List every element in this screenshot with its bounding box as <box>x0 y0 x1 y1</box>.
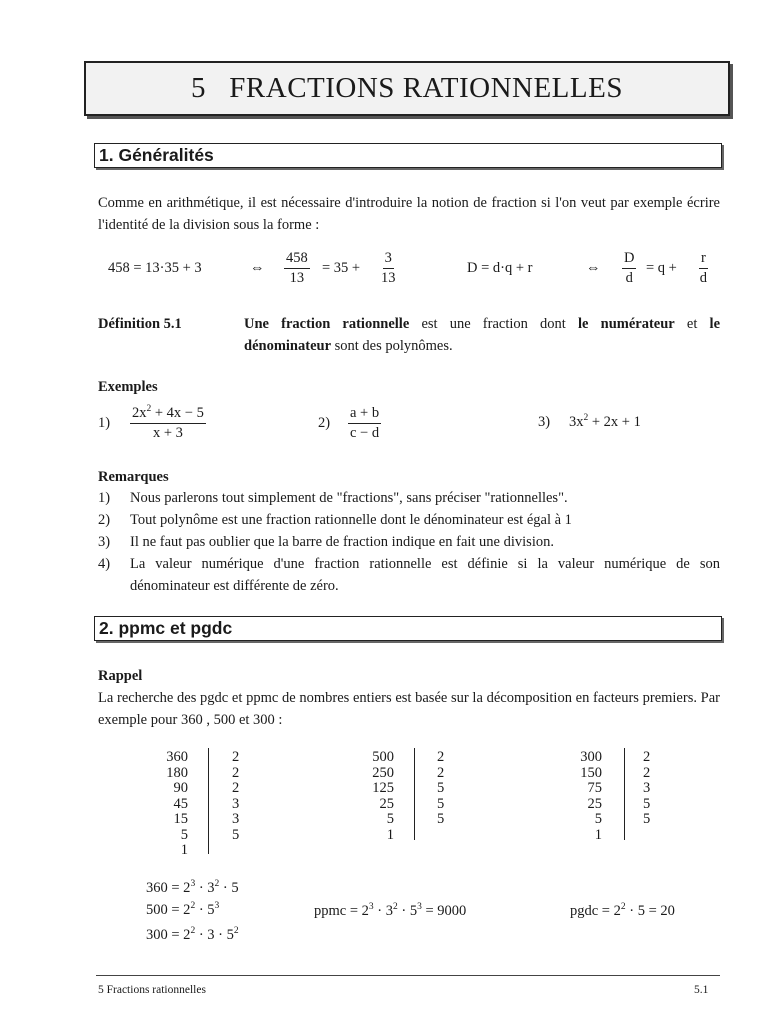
decomp-cell: 90 <box>173 780 188 796</box>
decomp-300-divider <box>624 748 625 840</box>
decomp-cell: 5 <box>180 826 188 843</box>
decomp-500-divider <box>414 748 415 840</box>
remark-3-num: 3) <box>98 534 111 550</box>
footer-rule <box>96 975 720 976</box>
decomp-cell: 5 <box>386 811 394 827</box>
f500-m1: · 5 <box>195 902 215 918</box>
decomp-cell: 2 <box>437 749 445 765</box>
ppmc-e3: 3 <box>417 902 422 912</box>
def-text-a: est une fraction dont <box>409 316 579 332</box>
decomp-cell: 125 <box>372 780 394 796</box>
decomp-cell: 5 <box>643 795 651 812</box>
decomp-cell: 3 <box>232 811 240 827</box>
ex1-numer-b: + 4x − 5 <box>151 405 204 421</box>
eq2-den: d <box>625 270 633 286</box>
eq2-num2: r <box>699 250 708 269</box>
decomp-cell: 5 <box>643 811 651 827</box>
definition-text <box>244 313 720 357</box>
decomp-360-factors <box>232 750 239 843</box>
definition-label: Définition 5.1 <box>98 316 182 332</box>
f360-m1: · 3 <box>195 880 215 896</box>
decomp-cell: 1 <box>594 826 602 843</box>
f360-base: 360 = 2 <box>146 880 191 896</box>
decomp-cell: 25 <box>379 795 394 812</box>
chapter-name: FRACTIONS RATIONNELLES <box>229 72 623 104</box>
decomp-cell: 150 <box>580 764 602 781</box>
ex1-sup: 2 <box>146 404 152 414</box>
footer-page-number: 5.1 <box>694 984 709 996</box>
eq1-lhs: 458 = 13·35 + 3 <box>108 260 202 276</box>
decomp-cell: 360 <box>166 749 188 765</box>
section1-header <box>94 143 722 168</box>
ex3-b: + 2x + 1 <box>588 414 641 430</box>
remark-4-num: 4) <box>98 556 111 572</box>
remark-3-text: Il ne faut pas oublier que la barre de fraction indique en fait une division. <box>130 534 554 550</box>
def-text-c: sont des polynômes. <box>331 338 453 354</box>
eq2-fraction-2 <box>699 250 708 287</box>
factorization-360 <box>146 880 239 897</box>
eq2-fraction-1 <box>622 250 636 287</box>
ppmc-base: ppmc = 2 <box>314 903 369 919</box>
decomp-cell: 300 <box>580 749 602 765</box>
decomp-cell: 75 <box>587 780 602 796</box>
example1-fraction <box>130 405 206 442</box>
eq1-fraction-2 <box>381 250 396 287</box>
rappel-heading: Rappel <box>98 668 143 684</box>
decomp-cell: 2 <box>232 764 240 781</box>
f300-m1: · 3 · 5 <box>195 927 234 943</box>
eq1-num2: 3 <box>383 250 394 269</box>
f360-m2: · 5 <box>219 880 239 896</box>
pgdc-base: pgdc = 2 <box>570 903 621 919</box>
decomp-cell: 3 <box>232 795 240 812</box>
f500-e2: 3 <box>214 901 220 911</box>
pgdc-result <box>570 903 675 920</box>
f360-e2: 2 <box>214 879 220 889</box>
example1-number: 1) <box>98 415 111 431</box>
section2-header <box>94 616 722 641</box>
examples-heading: Exemples <box>98 379 158 395</box>
f300-e2: 2 <box>233 926 239 936</box>
factorization-500 <box>146 902 219 919</box>
example2-number: 2) <box>318 415 331 431</box>
eq1-arrow: ⇔ <box>250 260 265 276</box>
ppmc-m2: · 5 <box>397 903 418 919</box>
decomp-360-divider <box>208 748 209 854</box>
eq2-den2: d <box>699 270 708 286</box>
f300-base: 300 = 2 <box>146 927 191 943</box>
eq2-arrow: ⇔ <box>586 260 601 276</box>
decomp-300-factors <box>643 750 650 828</box>
example1-denominator: x + 3 <box>152 425 183 441</box>
ppmc-e1: 3 <box>368 902 374 912</box>
ppmc-e2: 2 <box>393 902 398 912</box>
decomp-cell: 1 <box>180 842 188 858</box>
def-term: Une fraction rationnelle <box>244 316 410 332</box>
chapter-title <box>86 72 728 105</box>
f300-e1: 2 <box>190 926 196 936</box>
eq1-mid: = 35 + <box>322 260 361 276</box>
eq2-mid: = q + <box>646 260 677 276</box>
decomp-cell: 5 <box>437 780 445 796</box>
def-denominator: le dénominateur <box>244 316 721 354</box>
ex3-sup: 2 <box>583 413 589 423</box>
f360-e1: 3 <box>190 879 196 889</box>
eq2-lhs: D = d·q + r <box>467 260 533 276</box>
decomp-cell: 2 <box>643 764 651 781</box>
eq2-num: D <box>622 250 636 269</box>
ppmc-m1: · 3 <box>373 903 393 919</box>
remark-2-text: Tout polynôme est une fraction rationnelle dont le dénominateur est égal à 1 <box>130 512 572 528</box>
decomp-cell: 5 <box>594 811 602 827</box>
decomp-cell: 5 <box>232 826 240 843</box>
decomp-cell: 1 <box>386 826 394 843</box>
pgdc-e1: 2 <box>620 902 626 912</box>
example3-number: 3) <box>538 414 551 430</box>
remark-1-text: Nous parlerons tout simplement de "fractions", sans préciser "rationnelles". <box>130 490 568 506</box>
chapter-title-box <box>84 61 730 116</box>
decomp-300-numbers <box>560 750 602 843</box>
f500-base: 500 = 2 <box>146 902 191 918</box>
section1-intro: Comme en arithmétique, il est nécessaire d'introduire la notion de fraction si l'on veut par exemple écrire l'identité de la division sous la forme : <box>98 195 720 233</box>
eq1-fraction-1 <box>284 250 310 287</box>
decomp-cell: 5 <box>437 795 445 812</box>
example1-numerator <box>130 405 206 424</box>
def-text-b: et <box>674 316 710 332</box>
ppmc-tail: = 9000 <box>421 903 467 919</box>
decomp-cell: 45 <box>173 795 188 812</box>
remark-4-text: La valeur numérique d'une fraction rationnelle est définie si la valeur numérique de son dénominateur est différente de zéro. <box>130 556 720 594</box>
remark-1-num: 1) <box>98 490 111 506</box>
ex1-numer-a: 2x <box>132 405 147 421</box>
decomp-cell: 180 <box>166 764 188 781</box>
example2-numerator: a + b <box>348 405 381 424</box>
decomp-cell: 2 <box>437 764 445 781</box>
decomp-500-numbers <box>352 750 394 843</box>
decomp-cell: 2 <box>232 780 240 796</box>
eq1-num: 458 <box>284 250 310 269</box>
example2-fraction <box>348 405 381 442</box>
ppmc-result <box>314 903 466 920</box>
example3-expression <box>569 414 641 431</box>
remark-2-num: 2) <box>98 512 111 528</box>
pgdc-tail: · 5 = 20 <box>625 903 675 919</box>
def-numerator: le numérateur <box>578 316 675 332</box>
factorization-300 <box>146 927 239 944</box>
f500-e1: 2 <box>190 901 196 911</box>
chapter-number: 5 <box>191 72 207 104</box>
decomp-cell: 3 <box>643 780 651 796</box>
decomp-cell: 15 <box>173 811 188 827</box>
section2-intro: La recherche des pgdc et ppmc de nombres entiers est basée sur la décomposition en facteurs premiers. Par exemple pour 360 , 500 et 300 : <box>98 690 720 728</box>
remarks-heading: Remarques <box>98 469 169 485</box>
section1-title: 1. Généralités <box>99 145 214 165</box>
example2-denominator: c − d <box>350 425 380 441</box>
decomp-cell: 2 <box>643 749 651 765</box>
decomp-500-factors <box>437 750 444 828</box>
decomp-cell: 5 <box>437 811 445 827</box>
decomp-360-numbers <box>148 750 188 859</box>
decomp-cell: 25 <box>587 795 602 812</box>
eq1-den: 13 <box>289 270 305 286</box>
decomp-cell: 2 <box>232 749 240 765</box>
ex3-a: 3x <box>569 414 584 430</box>
section2-title: 2. ppmc et pgdc <box>99 618 233 638</box>
decomp-cell: 250 <box>372 764 394 781</box>
footer-chapter: 5 Fractions rationnelles <box>98 984 206 996</box>
decomp-cell: 500 <box>372 749 394 765</box>
eq1-den2: 13 <box>381 270 396 286</box>
